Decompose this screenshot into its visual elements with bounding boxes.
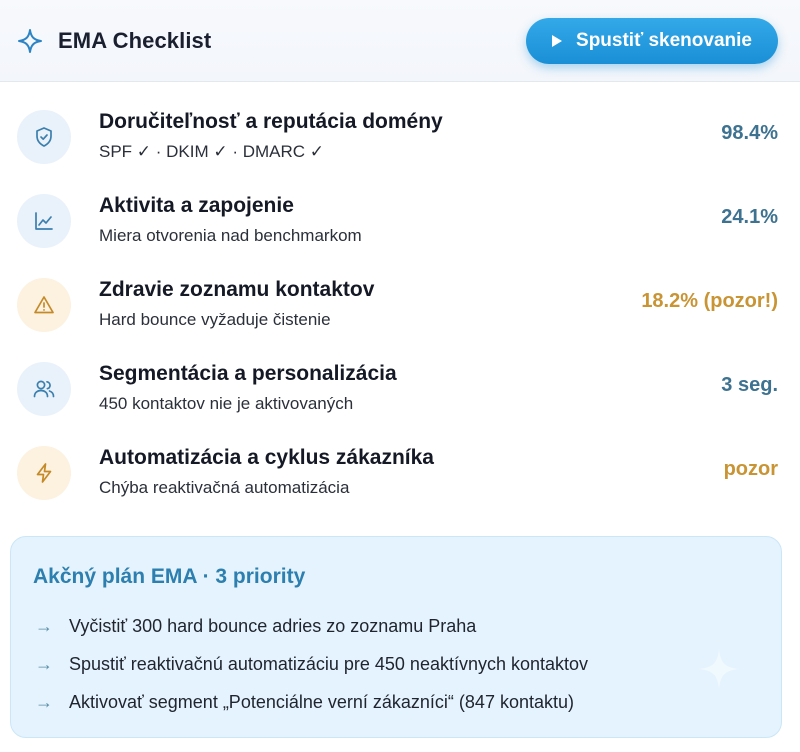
check-row-segmentation[interactable] xyxy=(0,352,800,436)
start-scan-button[interactable] xyxy=(526,18,778,64)
check-value: pozor xyxy=(723,458,778,480)
arrow-right-icon: → xyxy=(35,615,53,636)
shield-check-icon xyxy=(17,110,71,164)
check-title: Aktivita a zapojenie xyxy=(99,194,294,217)
check-value: 24.1% xyxy=(721,206,778,228)
check-row-automation[interactable] xyxy=(0,436,800,520)
action-plan-item xyxy=(35,651,588,677)
check-subtitle: Chýba reaktivačná automatizácia xyxy=(99,478,350,497)
action-plan-item xyxy=(35,689,574,715)
check-value: 3 seg. xyxy=(721,374,778,396)
check-subtitle: 450 kontaktov nie je aktivovaných xyxy=(99,394,354,413)
arrow-right-icon: → xyxy=(35,653,53,674)
action-plan-item-text: Vyčistiť 300 hard bounce adries zo zoznamu Praha xyxy=(69,615,477,636)
check-subtitle: Miera otvorenia nad benchmarkom xyxy=(99,226,362,245)
check-row-deliverability[interactable] xyxy=(0,100,800,184)
page-title: EMA Checklist xyxy=(58,28,212,53)
check-row-engagement[interactable] xyxy=(0,184,800,268)
sparkle-icon xyxy=(16,27,44,55)
check-title: Automatizácia a cyklus zákazníka xyxy=(99,446,434,469)
play-icon xyxy=(552,35,562,47)
check-title: Segmentácia a personalizácia xyxy=(99,362,397,385)
check-subtitle: SPF ✓ · DKIM ✓ · DMARC ✓ xyxy=(99,142,325,161)
users-icon xyxy=(17,362,71,416)
action-plan-card xyxy=(10,536,782,738)
action-plan-item-text: Aktivovať segment „Potenciálne verní zákazníci“ (847 kontaktu) xyxy=(69,691,574,712)
warning-triangle-icon xyxy=(17,278,71,332)
lightning-icon xyxy=(17,446,71,500)
arrow-right-icon: → xyxy=(35,691,53,712)
check-value: 18.2% (pozor!) xyxy=(641,290,778,312)
check-row-list-health[interactable] xyxy=(0,268,800,352)
sparkle-decoration-icon xyxy=(693,643,745,695)
brand xyxy=(16,22,211,60)
start-scan-label: Spustiť skenovanie xyxy=(576,30,752,51)
app-header xyxy=(0,0,800,82)
check-title: Zdravie zoznamu kontaktov xyxy=(99,278,375,301)
action-plan-title: Akčný plán EMA · 3 priority xyxy=(33,565,306,588)
line-chart-icon xyxy=(17,194,71,248)
action-plan-item xyxy=(35,613,476,639)
check-title: Doručiteľnosť a reputácia domény xyxy=(99,110,443,133)
action-plan-item-text: Spustiť reaktivačnú automatizáciu pre 450 neaktívnych kontaktov xyxy=(69,653,589,674)
check-value: 98.4% xyxy=(721,122,778,144)
check-subtitle: Hard bounce vyžaduje čistenie xyxy=(99,310,331,329)
